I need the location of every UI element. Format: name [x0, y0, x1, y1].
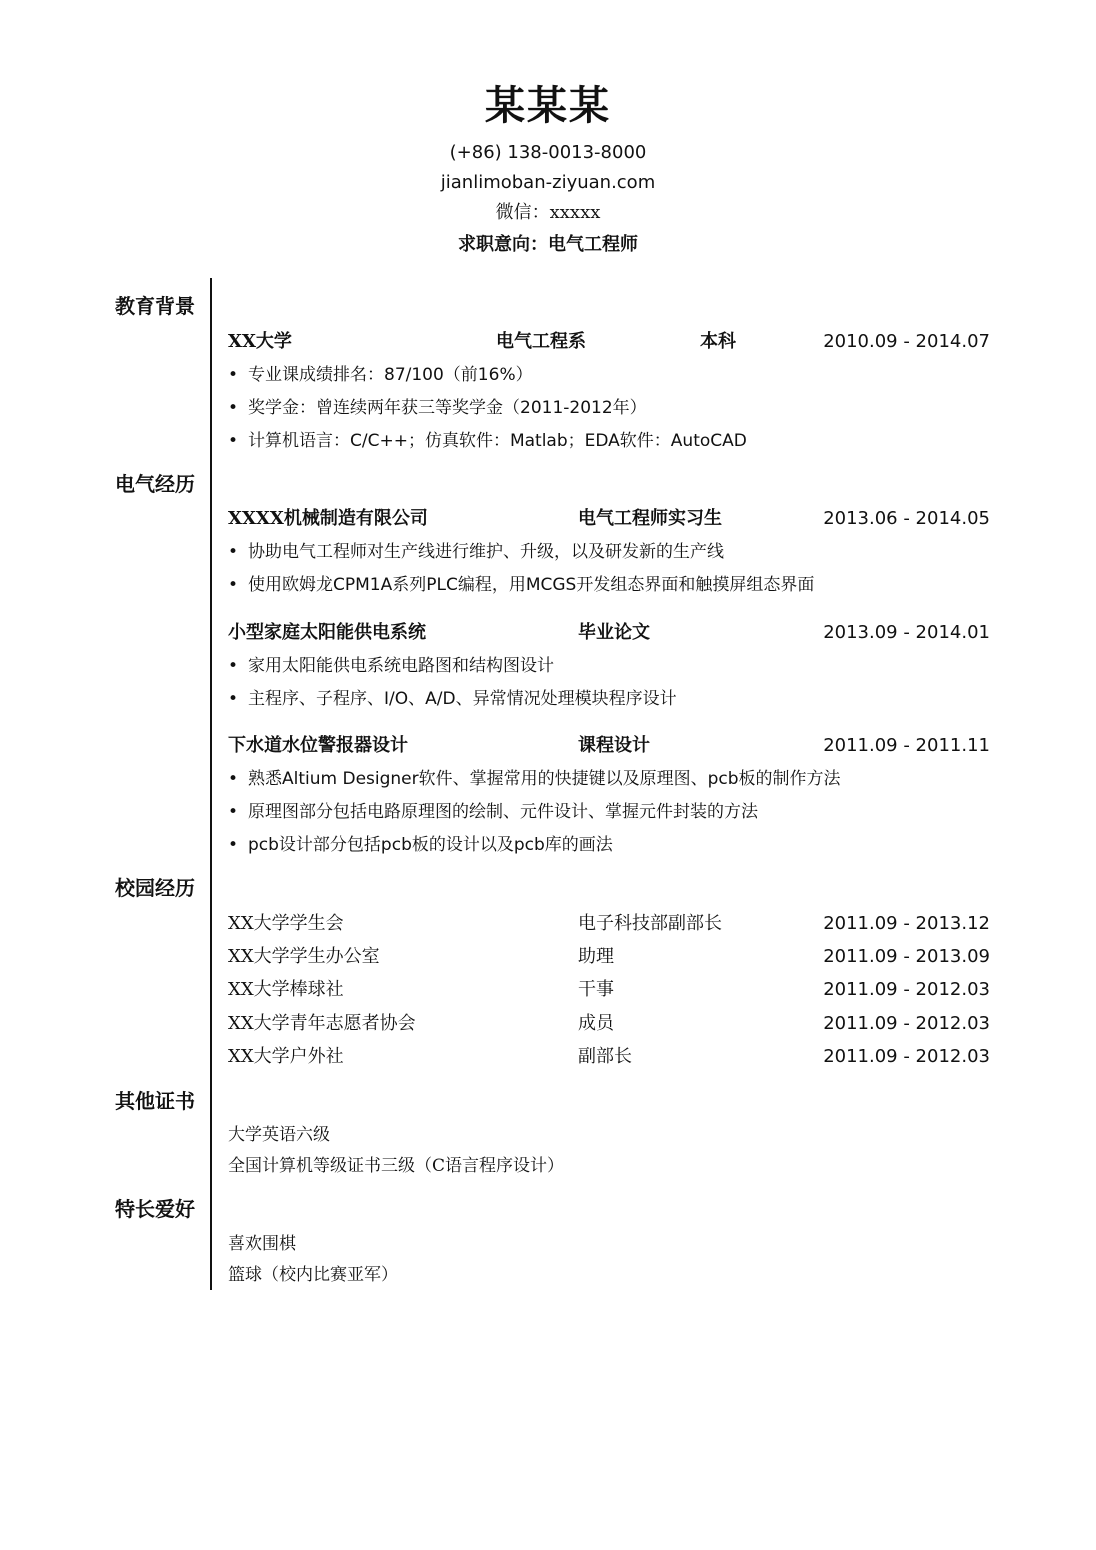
experience-role: 毕业论文: [578, 622, 650, 643]
hobby-item: 喜欢围棋: [228, 1234, 296, 1254]
campus-row: [228, 942, 990, 972]
experience-org: XXXX机械制造有限公司: [228, 508, 428, 529]
experience-item-row: [228, 731, 990, 761]
education-bullet: • 奖学金：曾连续两年获三等奖学金（2011-2012年）: [228, 398, 647, 418]
job-intent: 求职意向：电气工程师: [458, 234, 638, 255]
phone-number: (+86) 138-0013-8000: [449, 142, 647, 163]
campus-role: 副部长: [578, 1046, 632, 1067]
education-school: XX大学: [228, 331, 292, 352]
campus-row: [228, 1042, 990, 1072]
campus-date: 2011.09 - 2012.03: [823, 1013, 990, 1034]
education-bullet: • 计算机语言：C/C++；仿真软件：Matlab；EDA软件：AutoCAD: [228, 431, 747, 451]
experience-role: 课程设计: [578, 735, 650, 756]
experience-bullet: • 熟悉Altium Designer软件、掌握常用的快捷键以及原理图、pcb板的制作方法: [228, 769, 841, 789]
campus-date: 2011.09 - 2012.03: [823, 979, 990, 1000]
experience-bullet: • pcb设计部分包括pcb板的设计以及pcb库的画法: [228, 835, 613, 855]
campus-date: 2011.09 - 2012.03: [823, 1046, 990, 1067]
experience-bullet: • 协助电气工程师对生产线进行维护、升级，以及研发新的生产线: [228, 542, 724, 562]
experience-item-row: [228, 504, 990, 534]
certificate-item: 全国计算机等级证书三级（C语言程序设计）: [228, 1156, 565, 1176]
campus-row: [228, 1009, 990, 1039]
campus-org: XX大学棒球社: [228, 979, 344, 1000]
education-row: [228, 327, 990, 357]
education-date: 2010.09 - 2014.07: [823, 331, 990, 352]
campus-date: 2011.09 - 2013.12: [823, 913, 990, 934]
campus-org: XX大学户外社: [228, 1046, 344, 1067]
experience-bullet: • 家用太阳能供电系统电路图和结构图设计: [228, 656, 554, 676]
education-major: 电气工程系: [496, 331, 586, 352]
campus-org: XX大学青年志愿者协会: [228, 1013, 416, 1034]
campus-role: 助理: [578, 946, 614, 967]
experience-bullet: • 原理图部分包括电路原理图的绘制、元件设计、掌握元件封装的方法: [228, 802, 758, 822]
certificate-item: 大学英语六级: [228, 1125, 330, 1145]
section-title-certificates: 其他证书: [115, 1089, 195, 1113]
campus-row: [228, 909, 990, 939]
timeline-divider: [210, 278, 212, 1290]
section-title-experience: 电气经历: [115, 472, 195, 496]
section-title-campus: 校园经历: [115, 876, 195, 900]
experience-item-row: [228, 618, 990, 648]
campus-date: 2011.09 - 2013.09: [823, 946, 990, 967]
experience-bullet: • 主程序、子程序、I/O、A/D、异常情况处理模块程序设计: [228, 689, 677, 709]
resume-header: [0, 80, 1096, 260]
campus-role: 成员: [578, 1013, 614, 1034]
section-title-hobbies: 特长爱好: [115, 1197, 195, 1221]
experience-bullet: • 使用欧姆龙CPM1A系列PLC编程，用MCGS开发组态界面和触摸屏组态界面: [228, 575, 815, 595]
campus-row: [228, 975, 990, 1005]
experience-date: 2013.06 - 2014.05: [823, 508, 990, 529]
experience-org: 下水道水位警报器设计: [228, 735, 408, 756]
campus-role: 干事: [578, 979, 614, 1000]
candidate-name: 某某某: [485, 82, 611, 129]
experience-role: 电气工程师实习生: [578, 508, 722, 529]
campus-org: XX大学学生会: [228, 913, 344, 934]
education-degree: 本科: [700, 331, 736, 352]
wechat: 微信：xxxxx: [495, 202, 601, 223]
experience-date: 2013.09 - 2014.01: [823, 622, 990, 643]
experience-date: 2011.09 - 2011.11: [823, 735, 990, 756]
website: jianlimoban-ziyuan.com: [440, 172, 656, 193]
campus-role: 电子科技部副部长: [578, 913, 722, 934]
experience-org: 小型家庭太阳能供电系统: [228, 622, 426, 643]
section-title-education: 教育背景: [115, 294, 195, 318]
hobby-item: 篮球（校内比赛亚军）: [228, 1265, 398, 1285]
campus-org: XX大学学生办公室: [228, 946, 380, 967]
education-bullet: • 专业课成绩排名：87/100（前16%）: [228, 365, 533, 385]
